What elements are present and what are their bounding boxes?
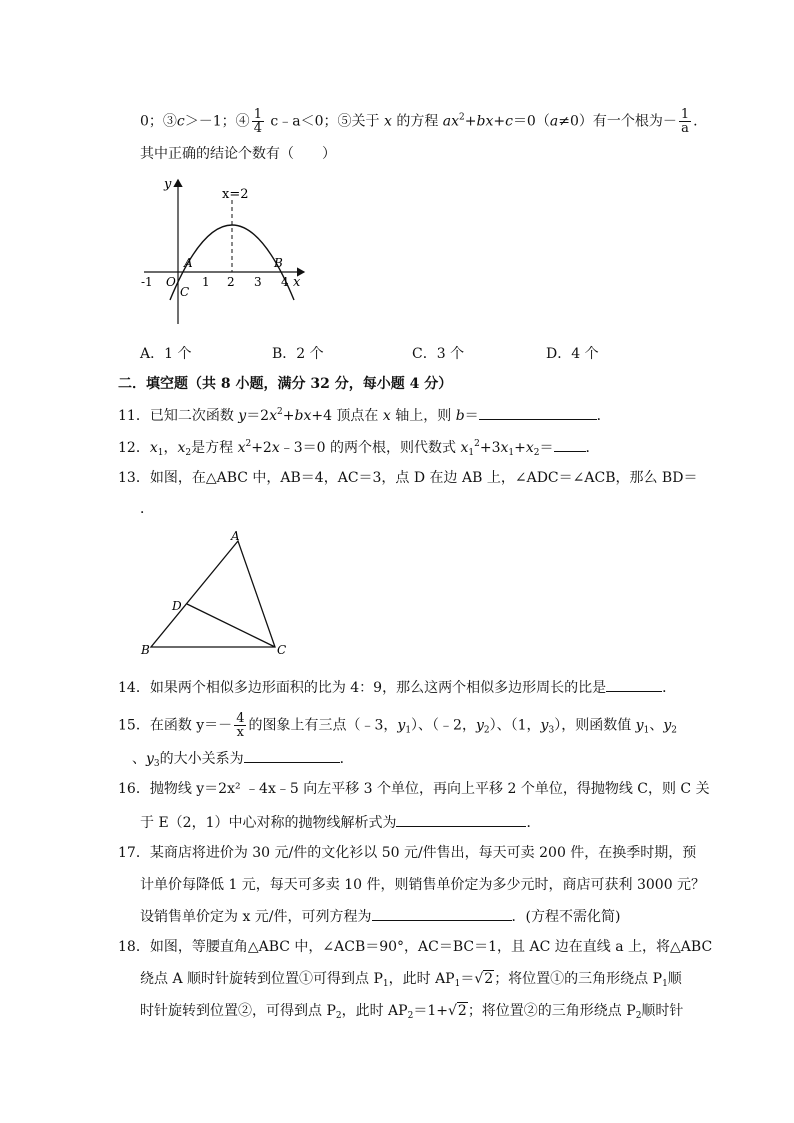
x-axis-label: x [293, 275, 301, 290]
point-a-label: A [184, 256, 193, 270]
vertex-c-label: C [277, 643, 287, 657]
q17-line2: 计单价每降低 1 元，每天可多卖 10 件，则销售单价定为多少元时，商店可获利 3000 元？ [140, 877, 706, 893]
triangle-diagram [138, 530, 298, 660]
q11-answer-blank[interactable] [479, 405, 597, 420]
q18-line2: 绕点 A 顺时针旋转到位置①可得到点 $P_1$，此时 $AP_1=√2$；将位置①的三角形绕点 $P_1$顺 [140, 971, 682, 989]
option-d[interactable]: D．4 个 [546, 346, 599, 362]
sqrt-two: √2 [474, 971, 494, 987]
option-a[interactable]: A．1 个 [140, 346, 192, 362]
tick-3: 3 [254, 275, 262, 289]
q13-line1: 13．如图，在△ABC 中，AB＝4，AC＝3，点 D 在边 AB 上，∠ADC＝∠ACB，那么 BD＝ [118, 470, 698, 486]
sqrt-two-2: √2 [447, 1003, 467, 1019]
triangle-abc [151, 541, 275, 647]
q17-answer-blank[interactable] [372, 906, 512, 921]
q15-line2: 、$y_3$的大小关系为 ． [132, 748, 354, 768]
origin-label: O [166, 275, 176, 289]
point-b-label: B [274, 256, 283, 270]
vertex-d-label: D [172, 599, 182, 613]
q14: 14．如果两个相似多边形面积的比为 4：9，那么这两个相似多边形周长的比是 ． [118, 677, 676, 697]
q12: 12．$x_1$，$x_2$是方程 $x^2+2x﹣3=0$ 的两个根，则代数式 $x_1^2+3x_1+x_2=$ ． [118, 439, 600, 458]
q12-answer-blank[interactable] [554, 437, 586, 452]
y-axis-label: y [164, 177, 172, 192]
q10-line1: 0；③c＞－1；④ $\frac{1}{4}$ c﹣a＜0；⑤关于 x 的方程 $ax^2+bx+c=0(a\ne 0)$有一个根为－ $\frac{1}{a}$ . [140, 107, 698, 136]
fraction-one-over-a: $\frac{1}{a}$ [680, 107, 690, 136]
option-b[interactable]: B．2 个 [272, 346, 324, 362]
symmetry-label: x=2 [222, 187, 249, 202]
q16-line2: 于 E（2，1）中心对称的抛物线解析式为 ． [140, 812, 540, 832]
tick-neg1: -1 [141, 275, 153, 289]
q10-line2: 其中正确的结论个数有（ ） [140, 146, 336, 162]
q16-answer-blank[interactable] [396, 812, 526, 827]
q14-answer-blank[interactable] [606, 677, 662, 692]
q18-line3: 时针旋转到位置②，可得到点 $P_2$，此时 $AP_2=1+√2$；将位置②的三角形绕点 $P_2$顺时针 [140, 1003, 684, 1021]
tick-1: 1 [202, 275, 210, 289]
fraction-one-quarter: $\frac{1}{4}$ [253, 107, 262, 136]
q13-line2: ． [140, 501, 154, 517]
parabola-graph [138, 172, 313, 332]
option-c[interactable]: C．3 个 [412, 346, 465, 362]
tick-4: 4 [281, 275, 289, 289]
q18-line1: 18．如图，等腰直角△ABC 中，∠ACB＝90°，AC＝BC＝1，且 AC 边在直线 a 上，将△ABC [118, 939, 713, 955]
section-heading: 二．填空题（共 8 小题，满分 32 分，每小题 4 分） [118, 376, 453, 392]
vertex-b-label: B [141, 643, 150, 657]
q15-line1: 15．在函数 y＝－ $\frac{4}{x}$ 的图象上有三点（﹣3，$y_1$）、（﹣2，$y_2$）、（1，$y_3$），则函数值 $y_1$、$y_2$ [118, 711, 677, 740]
q16-line1: 16．抛物线 y＝2x² ﹣4x﹣5 向左平移 3 个单位，再向上平移 2 个单位，得抛物线 C，则 C 关 [118, 781, 710, 797]
vertex-a-label: A [231, 530, 240, 543]
point-c-label: C [180, 285, 190, 299]
tick-2: 2 [227, 275, 235, 289]
fraction-four-over-x: $\frac{4}{x}$ [236, 711, 245, 740]
q17-line1: 17．某商店将进价为 30 元/件的文化衫以 50 元/件售出，每天可卖 200 件，在换季时期，预 [118, 845, 697, 861]
q17-line3: 设销售单价定为 x 元/件，可列方程为 ．(方程不需化简) [140, 906, 620, 926]
q15-answer-blank[interactable] [244, 748, 340, 763]
q11: 11．已知二次函数 $y=2x^2+bx+4$ 顶点在 x 轴上，则 b＝ ． [118, 407, 611, 424]
